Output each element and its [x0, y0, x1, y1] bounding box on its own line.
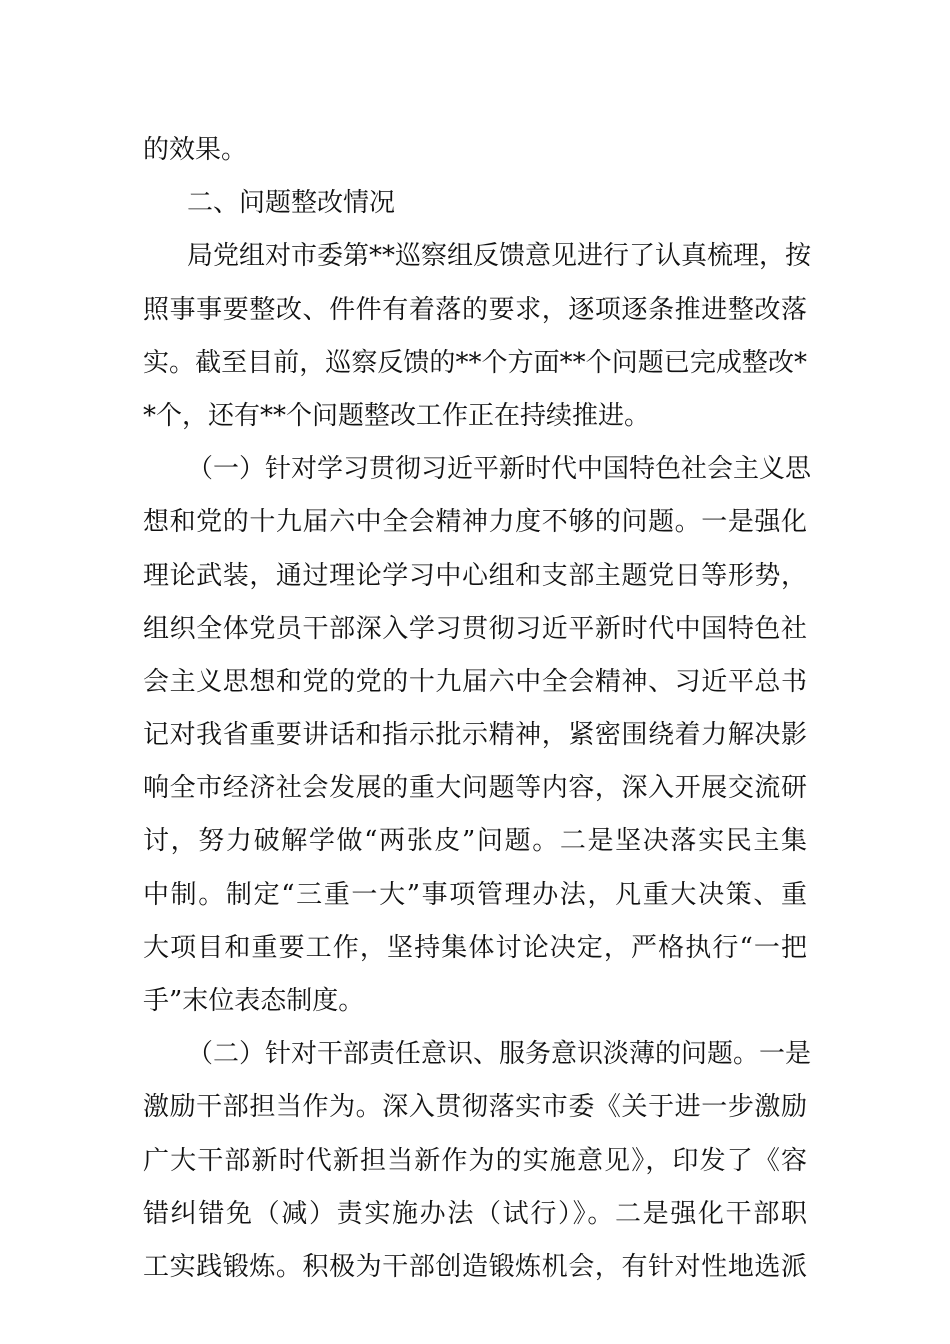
text-line: 大项目和重要工作，坚持集体讨论决定，严格执行“一把 [143, 932, 807, 963]
text-line: 的效果。 [143, 135, 248, 165]
text-line: 理论武装，通过理论学习中心组和支部主题党日等形势， [143, 560, 807, 591]
text-line: （一）针对学习贯彻习近平新时代中国特色社会主义思 [187, 454, 812, 485]
text-line: 广大干部新时代新担当新作为的实施意见》，印发了《容 [143, 1145, 807, 1176]
text-line: 手”末位表态制度。 [143, 986, 365, 1016]
text-line: 照事事要整改、件件有着落的要求，逐项逐条推进整改落 [143, 294, 807, 325]
text-line: *个，还有**个问题整改工作正在持续推进。 [143, 400, 651, 431]
document-body [143, 124, 812, 1294]
text-line: 响全市经济社会发展的重大问题等内容，深入开展交流研 [143, 773, 807, 804]
text-line: （二）针对干部责任意识、服务意识淡薄的问题。一是 [187, 1039, 812, 1070]
text-line: 组织全体党员干部深入学习贯彻习近平新时代中国特色社 [143, 613, 807, 644]
text-line: 激励干部担当作为。深入贯彻落实市委《关于进一步激励 [143, 1092, 807, 1123]
text-line: 中制。制定“三重一大”事项管理办法，凡重大决策、重 [143, 879, 807, 910]
text-line: 讨，努力破解学做“两张皮”问题。二是坚决落实民主集 [143, 826, 807, 857]
text-line: 二、问题整改情况 [187, 188, 396, 219]
text-line: 记对我省重要讲话和指示批示精神，紧密围绕着力解决影 [143, 720, 807, 751]
text-line: 实。截至目前，巡察反馈的**个方面**个问题已完成整改* [143, 347, 807, 378]
text-line: 错纠错免（减）责实施办法（试行）》。二是强化干部职 [143, 1198, 807, 1229]
text-line: 局党组对市委第**巡察组反馈意见进行了认真梳理，按 [187, 241, 812, 272]
text-line: 工实践锻炼。积极为干部创造锻炼机会，有针对性地选派 [143, 1251, 807, 1282]
text-line: 想和党的十九届六中全会精神力度不够的问题。一是强化 [143, 507, 807, 538]
text-line: 会主义思想和党的党的十九届六中全会精神、习近平总书 [143, 666, 807, 697]
